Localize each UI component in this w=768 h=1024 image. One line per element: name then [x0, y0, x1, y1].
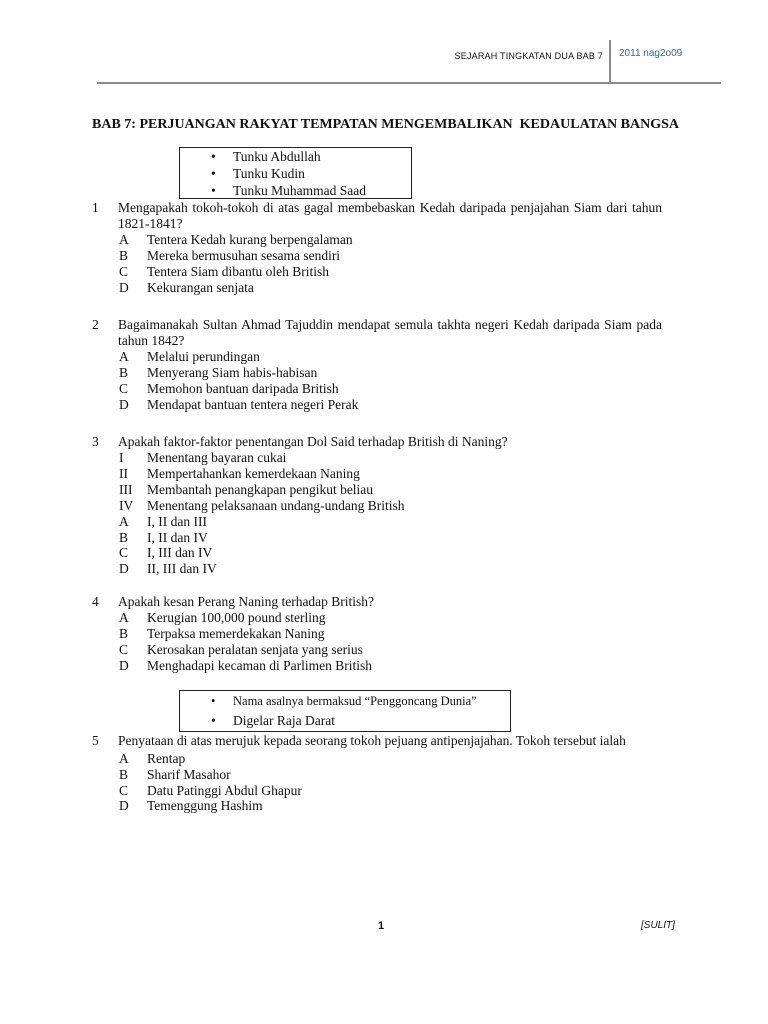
question-number: 4	[92, 594, 99, 609]
question-text: Apakah kesan Perang Naning terhadap British?	[118, 594, 375, 609]
question-number: 5	[92, 733, 99, 748]
question-text: Penyataan di atas merujuk kepada seorang tokoh pejuang antipenjajahan. Tokoh tersebut ialah	[118, 733, 626, 748]
question-number: 3	[92, 434, 99, 449]
chapter-title: BAB 7: PERJUANGAN RAKYAT TEMPATAN MENGEMBALIKAN KEDAULATAN BANGSA	[92, 117, 680, 132]
question-number: 2	[92, 317, 99, 332]
header-subject: SEJARAH TINGKATAN DUA BAB 7	[454, 51, 603, 61]
question-text: Apakah faktor-faktor penentangan Dol Said terhadap British di Naning?	[118, 434, 508, 449]
header-divider	[609, 40, 611, 84]
page-number: 1	[378, 920, 385, 932]
header-rule	[97, 82, 721, 84]
question-text: Mengapakah tokoh-tokoh di atas gagal membebaskan Kedah daripada penjajahan Siam dari tahun 1821-1841?	[118, 200, 662, 231]
question-text: Bagaimanakah Sultan Ahmad Tajuddin mendapat semula takhta negeri Kedah daripada Siam pada tahun 1842?	[118, 317, 662, 348]
header-tag: 2011 nag2o09	[619, 48, 683, 59]
classification-mark: [SULIT]	[641, 920, 675, 931]
question-number: 1	[92, 200, 99, 215]
